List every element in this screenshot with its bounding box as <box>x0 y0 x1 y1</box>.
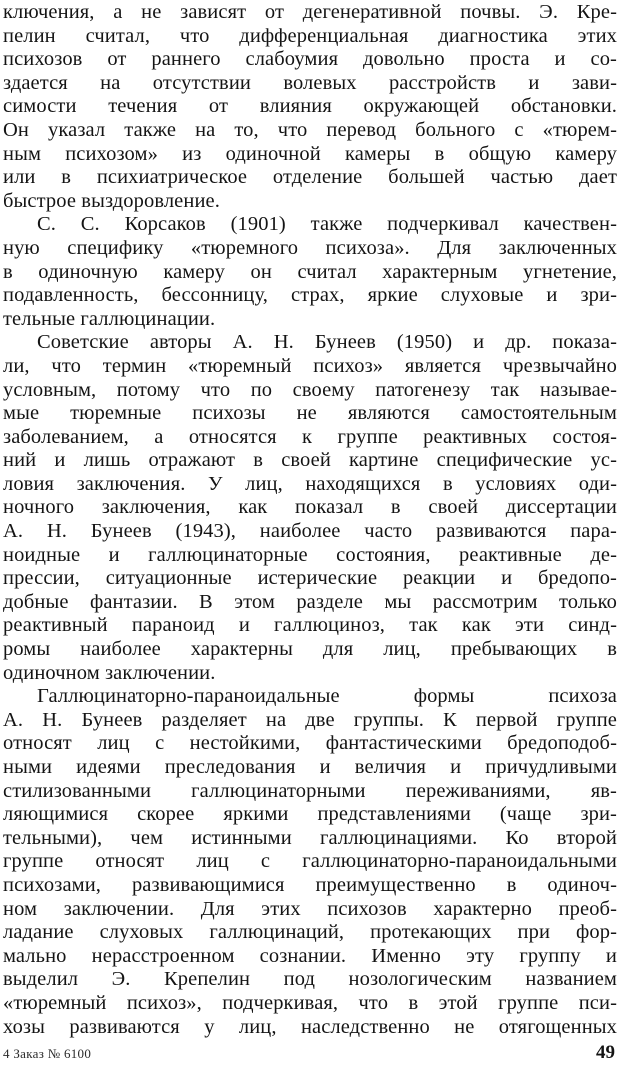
text-line: здается на отсутствии волевых расстройств и зави- <box>3 71 617 94</box>
text-line: ний и лишь отражают в своей картине специфические ус- <box>3 449 617 472</box>
text-line: хозы развиваются у лиц, наследственно не отягощенных <box>3 1015 617 1038</box>
text-line: А. Н. Бунеев (1943), наиболее часто развиваются пара- <box>3 520 617 543</box>
text-line: «тюремный психоз», подчеркивая, что в этой группе пси- <box>3 991 617 1014</box>
text-line: симости течения от влияния окружающей обстановки. <box>3 95 617 118</box>
text-line: прессии, ситуационные истерические реакции и бредопо- <box>3 567 617 590</box>
text-line: группе относят лиц с галлюцинаторно-параноидальными <box>3 850 617 873</box>
text-line: ночного заключения, как показал в своей диссертации <box>3 496 617 519</box>
text-line: ладание слуховых галлюцинаций, протекающих при фор- <box>3 921 617 944</box>
text-line: ноидные и галлюцинаторные состояния, реактивные де- <box>3 543 617 566</box>
text-line: ключения, а не зависят от дегенеративной почвы. Э. Кре- <box>3 1 617 23</box>
text-line: ном заключении. Для этих психозов характерно преоб- <box>3 897 617 920</box>
text-line: выделил Э. Крепелин под нозологическим названием <box>3 968 617 991</box>
text-line: психозов от раннего слабоумия довольно проста и со- <box>3 48 617 71</box>
text-line: ромы наиболее характерны для лиц, пребывающих в <box>3 638 617 661</box>
text-line: тельными), чем истинными галлюцинациями. Ко второй <box>3 826 617 849</box>
print-order-mark: 4 Заказ № 6100 <box>3 1046 92 1061</box>
text-line: условным, потому что по своему патогенезу так называе- <box>3 378 617 401</box>
page-number: 49 <box>596 1042 615 1063</box>
text-line: ловия заключения. У лиц, находящихся в условиях оди- <box>3 472 617 495</box>
text-line: добные фантазии. В этом разделе мы рассмотрим только <box>3 590 617 613</box>
text-line: Галлюцинаторно-параноидальные формы психоза <box>37 685 617 708</box>
text-line: или в психиатрическое отделение большей частью дает <box>3 166 617 189</box>
text-line: Он указал также на то, что перевод больного с «тюрем- <box>3 118 617 141</box>
page-footer <box>3 1042 617 1066</box>
text-line: Советские авторы А. Н. Бунеев (1950) и др. показа- <box>37 331 617 354</box>
text-line: тельные галлюцинации. <box>3 307 216 330</box>
text-line: одиночном заключении. <box>3 661 216 684</box>
text-line: ными идеями преследования и величия и причудливыми <box>3 756 617 778</box>
text-line: быстрое выздоровление. <box>3 189 220 212</box>
text-line: мально нерасстроенном сознании. Именно эту группу и <box>3 944 617 967</box>
page-body-text <box>3 1 617 1039</box>
text-line: в одиночную камеру он считал характерным угнетение, <box>3 260 617 283</box>
text-line: заболеванием, а относятся к группе реактивных состоя- <box>3 425 617 448</box>
text-line: ли, что термин «тюремный психоз» является чрезвычайно <box>3 354 617 377</box>
text-line: стилизованными галлюцинаторными переживаниями, яв- <box>3 779 617 802</box>
text-line: ляющимися скорее яркими представлениями (чаще зри- <box>3 803 617 826</box>
text-line: реактивный параноид и галлюциноз, так как эти синд- <box>3 614 617 637</box>
text-line: психозами, развивающимися преимущественно в одиноч- <box>3 873 617 896</box>
text-line: пелин считал, что дифференциальная диагностика этих <box>3 24 617 47</box>
text-line: ную специфику «тюремного психоза». Для заключенных <box>3 236 617 259</box>
text-line: ным психозом» из одиночной камеры в общую камеру <box>3 142 617 165</box>
text-line: А. Н. Бунеев разделяет на две группы. К первой группе <box>3 708 617 731</box>
text-line: мые тюремные психозы не являются самостоятельным <box>3 402 617 425</box>
text-line: подавленность, бессонницу, страх, яркие слуховые и зри- <box>3 284 617 307</box>
text-line: С. С. Корсаков (1901) также подчеркивал качествен- <box>37 213 617 236</box>
text-line: относят лиц с нестойкими, фантастическими бредоподоб- <box>3 732 617 755</box>
